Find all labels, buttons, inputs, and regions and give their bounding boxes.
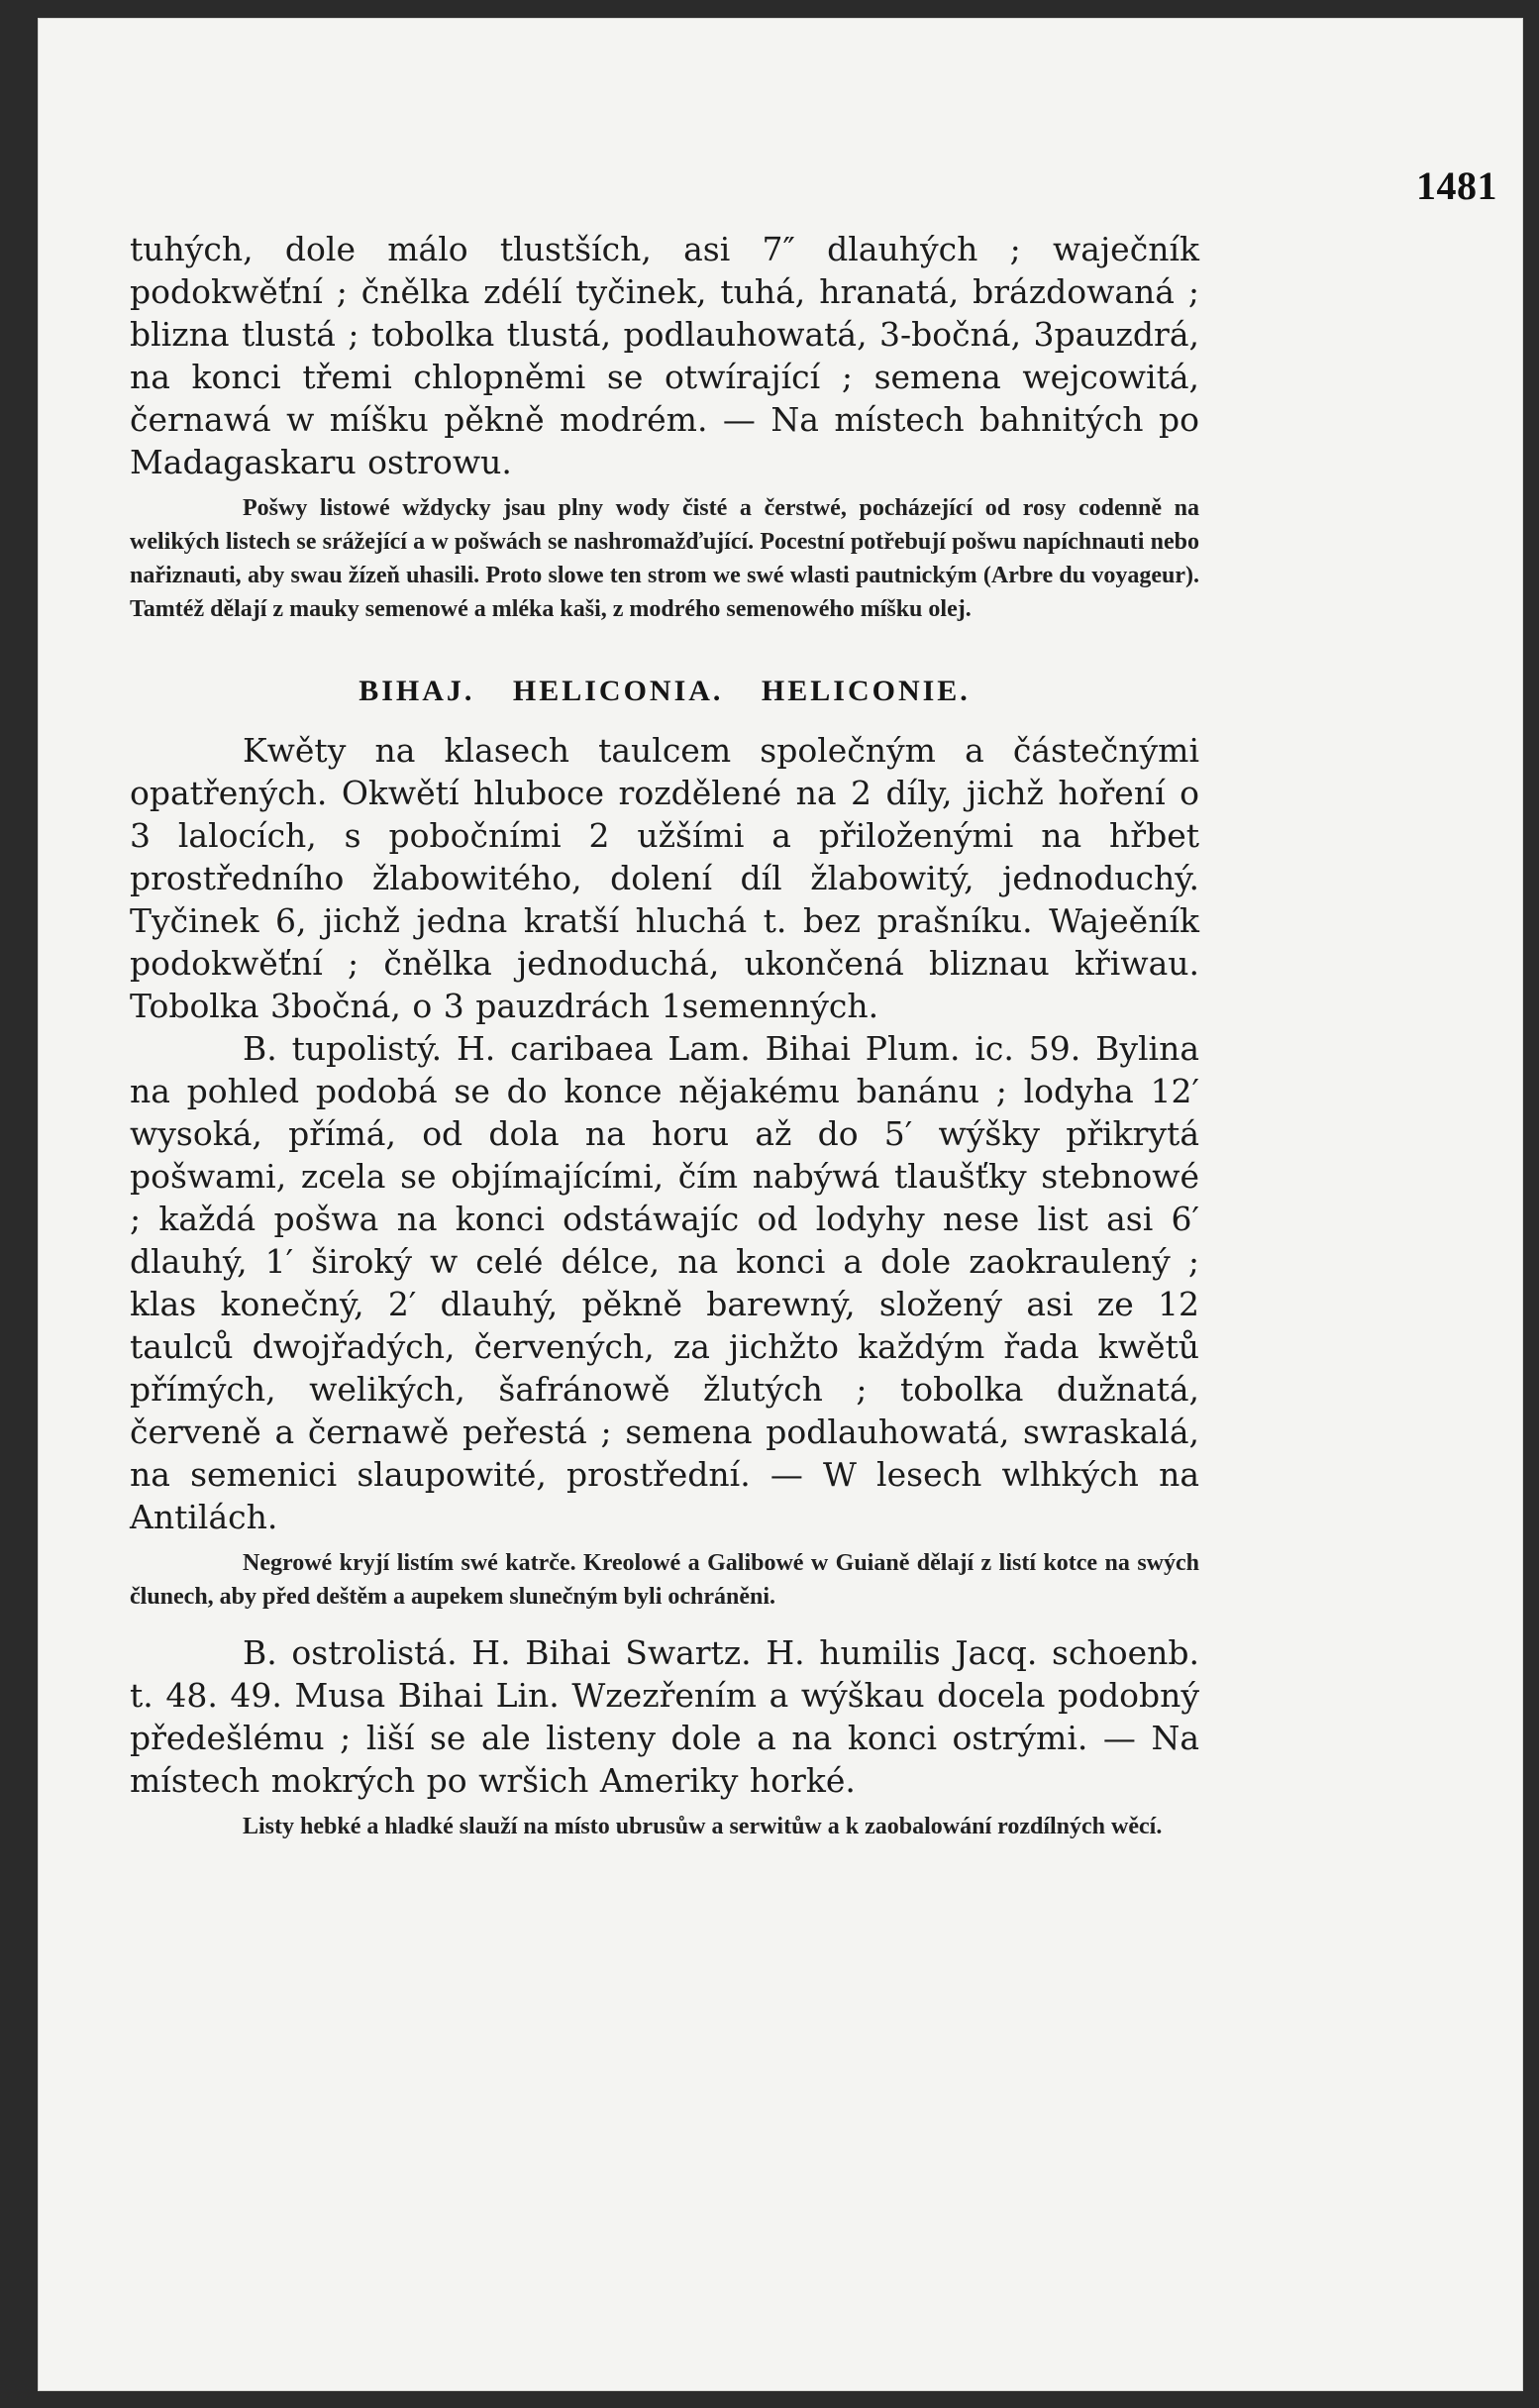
- body-paragraph-2: Kwěty na klasech taulcem společným a částečnými opatřených. Okwětí hluboce rozdělené na 2 díly, jichž hoření o 3 lalocích, s pobočními 2 užšími a přiloženými na hřbet prostředního žlabowitého, dolení díl žlabowitý, jednoduchý. Tyčinek 6, jichž jedna kratší hluchá t. bez prašníku. Wajeěník podokwěťní ; čnělka jednoduchá, ukončená bliznau křiwau. Tobolka 3bočná, o 3 pauzdrách 1semenných.: [130, 731, 1199, 1025]
- spacer: [130, 1538, 1199, 1546]
- body-paragraph-3: B. tupolistý. H. caribaea Lam. Bihai Plum. ic. 59. Bylina na pohled podobá se do konce nějakému banánu ; lodyha 12′ wysoká, přímá, od dola na horu až do 5′ wýšky přikrytá pošwami, zcela se objímajícími, čím nabýwá tlaušťky stebnowé ; každá pošwa na konci odstáwajíc od lodyhy nese list asi 6′ dlauhý, 1′ široký w celé délce, na konci a dole zaokraulený ; klas konečný, 2′ dlauhý, pěkně barewný, složený asi ze 12 taulců dwojřadých, červených, za jichžto každým řada kwětů přímých, welikých, šafránowě žlutých ; tobolka dužnatá, červeně a černawě peřestá ; semena podlauhowatá, swraskalá, na semenici slaupowité, prostřední. — W lesech wlhkých na Antilách.: [130, 1029, 1199, 1536]
- heading-part-1: BIHAJ.: [359, 675, 475, 707]
- spacer: [130, 1614, 1199, 1631]
- section-heading: [130, 672, 1199, 711]
- spacer: [130, 626, 1199, 672]
- body-paragraph-1: tuhých, dole málo tlustších, asi 7″ dlauhých ; waječník podokwěťní ; čnělka zdélí tyčinek, tuhá, hranatá, brázdowaná ; blizna tlustá ; tobolka tlustá, podlauhowatá, 3-bočná, 3pauzdrá, na konci třemi chlopněmi se otwírající ; semena wejcowitá, černawá w míšku pěkně modrém. — Na místech bahnitých po Madagaskaru ostrowu.: [130, 230, 1199, 481]
- heading-part-3: HELICONIE.: [761, 675, 971, 707]
- spacer: [130, 711, 1199, 729]
- footnote-paragraph-1: Pošwy listowé wždycky jsau plny wody čisté a čerstwé, pocházející od rosy codenně na welikých listech se srážející a w pošwách se nashromažďující. Pocestní potřebují pošwu napíchnauti nebo nařiznauti, aby swau žízeň uhasili. Proto slowe ten strom we swé wlasti pautnickým (Arbre du voyageur). Tamtéž dělají z mauky semenowé a mléka kaši, z modrého semenowého míšku olej.: [130, 495, 1199, 622]
- spacer: [130, 1802, 1199, 1810]
- heading-part-2: HELICONIA.: [512, 675, 724, 707]
- document-page: [38, 18, 1523, 2391]
- body-paragraph-4: B. ostrolistá. H. Bihai Swartz. H. humilis Jacq. schoenb. t. 48. 49. Musa Bihai Lin. Wzezřením a wýškau docela podobný předešlému ; liší se ale listeny dole a na konci ostrými. — Na místech mokrých po wršich Ameriky horké.: [130, 1633, 1199, 1800]
- spacer: [130, 483, 1199, 491]
- page-number: 1481: [1416, 163, 1497, 208]
- footnote-paragraph-2: Negrowé kryjí listím swé katrče. Kreolowé a Galibowé w Guianě dělají z listí kotce na swých člunech, aby před deštěm a aupekem slunečným byli ochráněni.: [130, 1550, 1199, 1610]
- page-content: [130, 228, 1199, 1843]
- footnote-paragraph-3: Listy hebké a hladké slauží na místo ubrusůw a serwitůw a k zaobalowání rozdílných wěcí.: [243, 1814, 1163, 1839]
